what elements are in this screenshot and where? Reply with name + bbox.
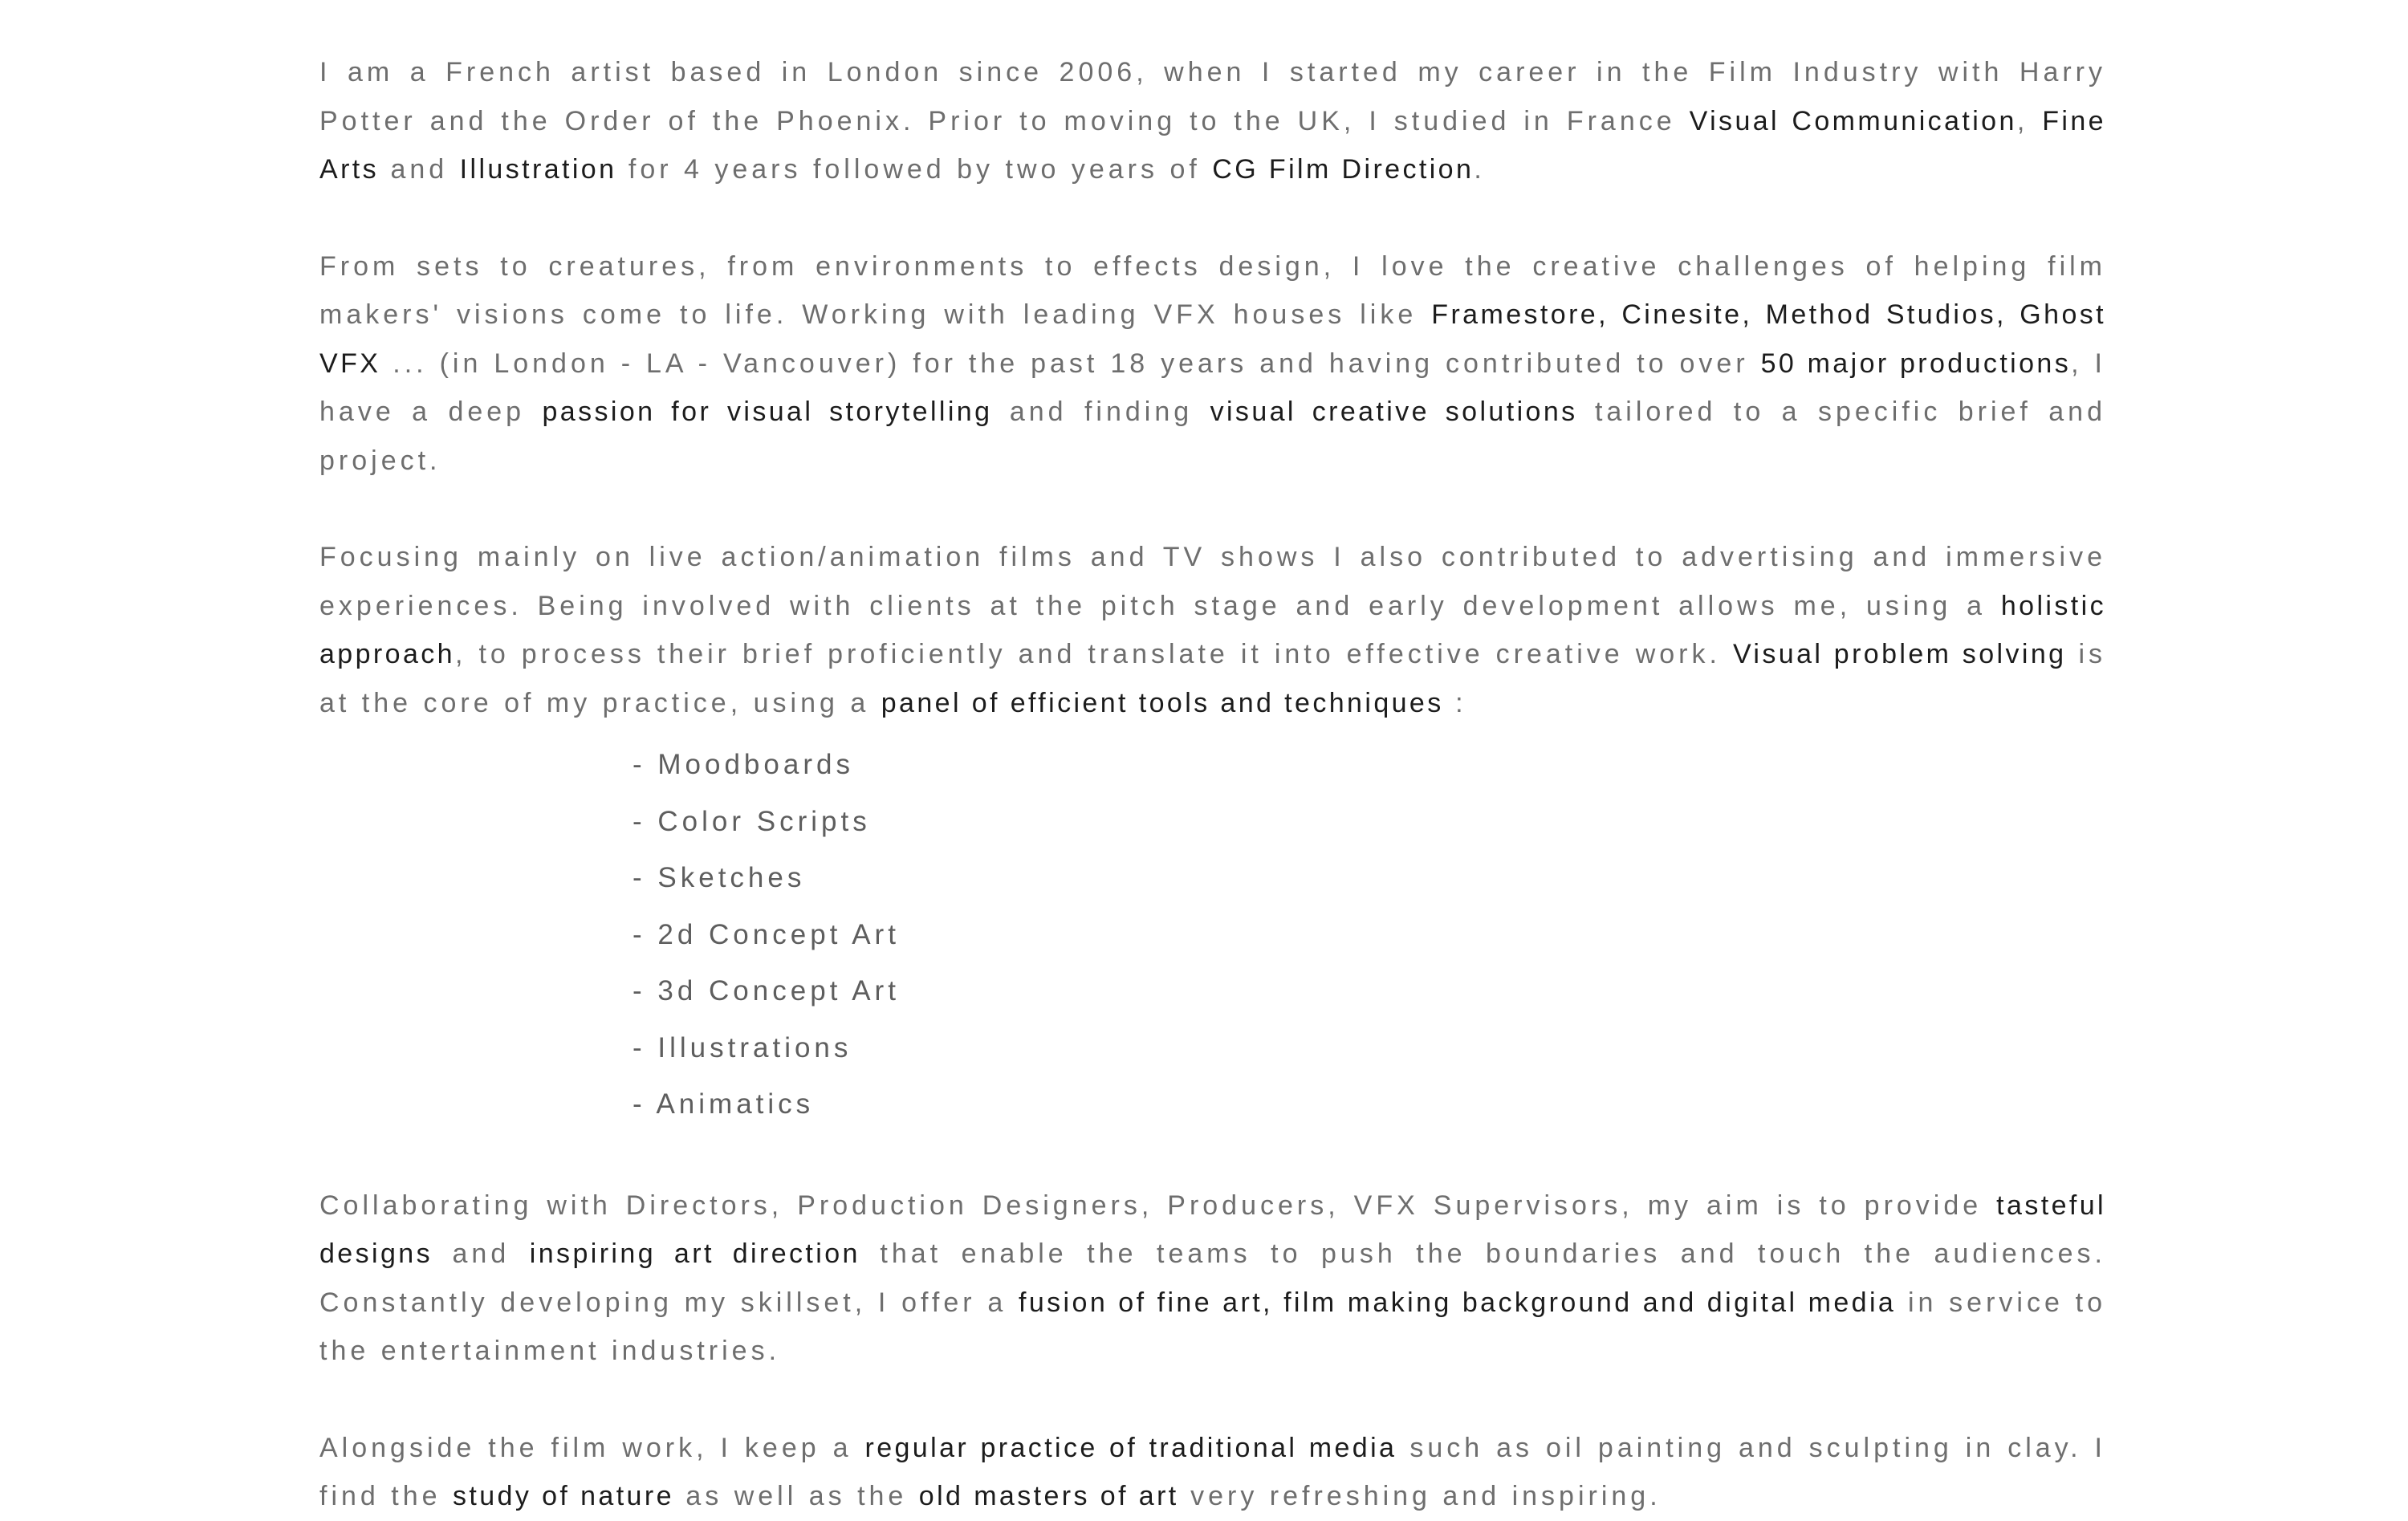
tools-list-item: - 2d Concept Art — [633, 918, 900, 950]
bio-content — [319, 48, 2106, 1521]
paragraph-spacer — [319, 485, 2106, 533]
tools-list-item: - Sketches — [633, 862, 806, 893]
highlighted-phrase: fusion of fine art, film making background and digital media — [1019, 1287, 1897, 1318]
bio-paragraph-vfx-experience — [319, 242, 2106, 486]
paragraph-text: is at the core of my practice, using a — [319, 639, 2107, 718]
highlighted-phrase: panel of efficient tools and techniques — [881, 687, 1444, 718]
bio-paragraph-collaboration — [319, 1181, 2106, 1376]
highlighted-phrase: Visual Communication — [1689, 105, 2017, 136]
highlighted-phrase: Visual problem solving — [1732, 639, 2067, 669]
paragraph-spacer — [319, 1133, 2106, 1181]
paragraph-text: in service to the entertainment industries. — [319, 1287, 2106, 1366]
paragraph-text: for 4 years followed by two years of — [616, 154, 1213, 185]
paragraph-text: such as oil painting and sculpting in clay. I find the — [319, 1432, 2106, 1511]
tools-list-item: - 3d Concept Art — [633, 975, 900, 1007]
paragraph-text: very refreshing and inspiring. — [1178, 1481, 1662, 1511]
highlighted-phrase: study of nature — [452, 1481, 674, 1511]
paragraph-text: tailored to a specific brief and project. — [319, 397, 2106, 476]
paragraph-text: and — [379, 154, 460, 185]
paragraph-text: and — [433, 1238, 530, 1269]
tools-list-item: - Illustrations — [633, 1031, 852, 1063]
paragraph-text: , to process their brief proficiently and translate it into effective creative work. — [454, 639, 1733, 669]
paragraph-text: Focusing mainly on live action/animation films and TV shows I also contributed to advertising and immersive experiences. Being involved with clients at the pitch stage and early development allows me, using a — [319, 542, 2106, 621]
paragraph-text: ... (in London - LA - Vancouver) for the past 18 years and having contributed to over — [380, 348, 1761, 379]
tools-list-item: - Color Scripts — [633, 805, 871, 837]
highlighted-phrase: passion for visual storytelling — [542, 397, 993, 427]
paragraph-text: Alongside the film work, I keep a — [319, 1432, 865, 1463]
paragraph-text: : — [1443, 687, 1467, 718]
paragraph-spacer — [319, 1376, 2106, 1424]
highlighted-phrase: regular practice of traditional media — [864, 1432, 1397, 1463]
highlighted-phrase: Fine Arts — [319, 105, 2106, 185]
highlighted-phrase: tasteful designs — [319, 1190, 2106, 1269]
paragraph-text: , I have a deep — [319, 348, 2106, 427]
highlighted-phrase: inspiring art direction — [529, 1238, 860, 1269]
paragraph-text: , — [2016, 105, 2043, 136]
highlighted-phrase: old masters of art — [918, 1481, 1179, 1511]
tools-list-item: - Moodboards — [633, 749, 854, 780]
paragraph-text: Collaborating with Directors, Production Designers, Producers, VFX Supervisors, my aim is to provide — [319, 1190, 1997, 1221]
bio-paragraph-career-start — [319, 48, 2106, 194]
highlighted-phrase: holistic approach — [319, 590, 2106, 669]
paragraph-text: From sets to creatures, from environments to effects design, I love the creative challenges of helping film makers' visions come to life. Working with leading VFX houses like — [319, 250, 2106, 330]
highlighted-phrase: visual creative solutions — [1210, 397, 1578, 427]
paragraph-text: as well as the — [673, 1481, 919, 1511]
tools-list-item: - Animatics — [633, 1088, 815, 1120]
tools-list — [319, 737, 2106, 1133]
paragraph-text: I am a French artist based in London since 2006, when I started my career in the Film Industry with Harry Potter and the Order of the Phoenix. Prior to moving to the UK, I studied in France — [319, 57, 2106, 136]
bio-paragraph-practice — [319, 533, 2106, 727]
bio-paragraph-traditional-media — [319, 1424, 2106, 1521]
highlighted-phrase: 50 major productions — [1760, 348, 2072, 379]
paragraph-text: that enable the teams to push the boundaries and touch the audiences. Constantly developing my skillset, I offer a — [319, 1238, 2106, 1318]
paragraph-text: . — [1474, 154, 1486, 185]
highlighted-phrase: Illustration — [459, 154, 617, 185]
highlighted-phrase: Framestore, Cinesite, Method Studios, Ghost VFX — [319, 299, 2107, 379]
paragraph-spacer — [319, 194, 2106, 242]
tools-list-wrapper — [319, 737, 2106, 1133]
highlighted-phrase: CG Film Direction — [1212, 154, 1474, 185]
paragraph-text: and finding — [992, 397, 1210, 427]
